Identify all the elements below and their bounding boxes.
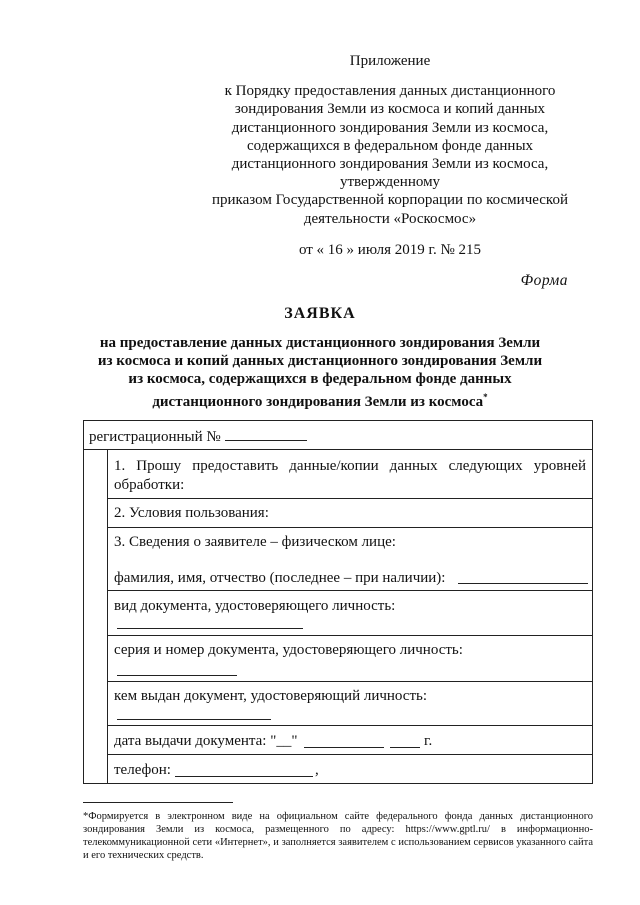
issue-date-year-field[interactable]	[390, 747, 420, 748]
appendix-line: дистанционного зондирования Земли из космоса,	[231, 156, 549, 173]
appendix-line: к Порядку предоставления данных дистанционного	[224, 83, 556, 100]
row-divider	[84, 449, 592, 450]
left-column-divider	[107, 449, 108, 783]
footnote-text: *Формируется в электронном виде на официальном сайте федерального фонда данных дистанционного зондирования Земли из космоса, размещенного по адресу: https://www.gptl.ru/ в информационно-телекоммуникационной сети «Интернет», и заполняется заявителем с использованием сервисов указанного сайта и его технических средств.	[83, 811, 593, 861]
issued-by-field[interactable]	[117, 719, 271, 720]
row-divider	[107, 498, 592, 499]
row-divider	[107, 681, 592, 682]
subtitle-line: из космоса, содержащихся в федеральном фонде данных	[128, 371, 512, 387]
order-date: от « 16 » июля 2019 г. № 215	[298, 241, 482, 258]
doc-number-label: серия и номер документа, удостоверяющего личность:	[114, 642, 463, 658]
footnote-mark: *	[483, 392, 488, 402]
appendix-title: Приложение	[349, 53, 431, 69]
fio-label: фамилия, имя, отчество (последнее – при наличии):	[114, 570, 446, 586]
form-label: Форма	[520, 272, 568, 289]
doc-type-label: вид документа, удостоверяющего личность:	[114, 598, 396, 614]
appendix-line: деятельности «Роскосмос»	[303, 210, 477, 227]
issue-date-month-field[interactable]	[304, 747, 384, 748]
appendix-line: приказом Государственной корпорации по космической	[212, 192, 568, 209]
row-divider	[107, 725, 592, 726]
subtitle-last-text: дистанционного зондирования Земли из космоса	[152, 394, 484, 410]
registration-number-field[interactable]	[225, 428, 307, 441]
row-divider	[107, 635, 592, 636]
doc-number-field[interactable]	[117, 675, 237, 676]
doc-type-field[interactable]	[117, 628, 303, 629]
subtitle-line	[60, 388, 580, 411]
appendix-line: зондирования Земли из космоса и копий данных	[234, 101, 546, 118]
appendix-block	[200, 52, 580, 259]
item-applicant-info: 3. Сведения о заявителе – физическом лице:	[114, 534, 396, 550]
document-title: ЗАЯВКА	[284, 305, 356, 322]
fio-field[interactable]	[458, 583, 588, 584]
issue-date-label: дата выдачи документа: "__"	[114, 733, 298, 749]
item-usage-conditions: 2. Условия пользования:	[114, 505, 269, 521]
registration-row	[89, 428, 307, 446]
phone-field[interactable]	[175, 776, 313, 777]
row-divider	[107, 754, 592, 755]
phone-label: телефон:	[114, 762, 171, 778]
issued-by-label: кем выдан документ, удостоверяющий личность:	[114, 688, 428, 704]
issue-date-suffix: г.	[424, 733, 433, 749]
appendix-line: утвержденному	[339, 174, 441, 191]
document-subtitle	[60, 334, 580, 411]
appendix-line: дистанционного зондирования Земли из космоса,	[231, 119, 549, 136]
subtitle-line: на предоставление данных дистанционного зондирования Земли	[99, 335, 541, 351]
row-divider	[107, 527, 592, 528]
row-divider	[107, 590, 592, 591]
appendix-line: содержащихся в федеральном фонде данных	[246, 137, 534, 154]
registration-label: регистрационный №	[89, 429, 221, 445]
footnote-divider	[83, 802, 233, 803]
item-processing-levels: 1. Прошу предоставить данные/копии данных следующих уровней обработки:	[114, 458, 586, 493]
application-form-table	[83, 420, 593, 784]
subtitle-line: из космоса и копий данных дистанционного зондирования Земли	[97, 353, 543, 369]
phone-suffix: ,	[315, 762, 319, 778]
